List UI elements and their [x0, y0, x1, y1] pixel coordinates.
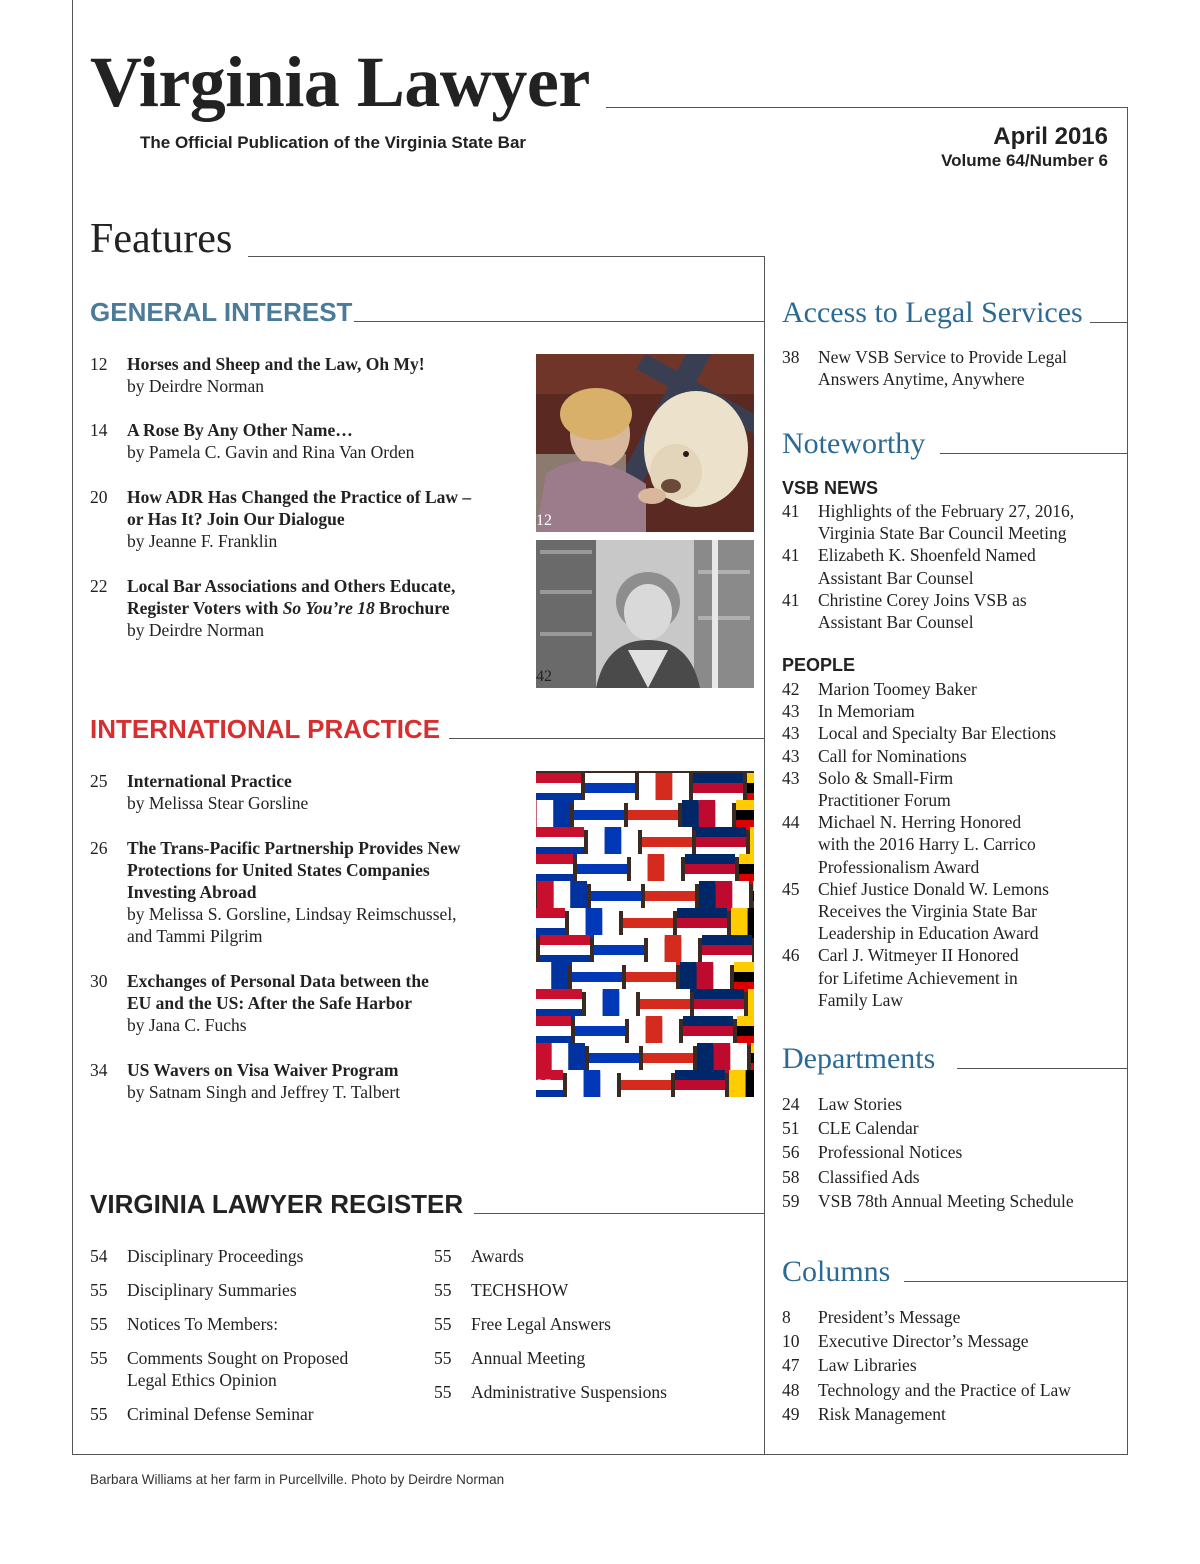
flag-shape	[536, 854, 573, 884]
flag-shape	[588, 827, 638, 857]
page-number: 46	[782, 945, 800, 966]
page-number: 44	[782, 812, 800, 833]
flag-shape	[680, 962, 730, 992]
article-title-line: EU and the US: After the Safe Harbor	[127, 993, 413, 1013]
general-interest-heading: GENERAL INTEREST	[90, 297, 353, 327]
photo-caption-12: 12	[536, 512, 552, 529]
flag-shape	[645, 881, 695, 911]
register-item[interactable]	[90, 1403, 314, 1425]
department-item[interactable]	[782, 1092, 1074, 1116]
register-title: Annual Meeting	[471, 1348, 586, 1368]
article-title-line: or Has It? Join Our Dialogue	[127, 509, 345, 529]
page-number: 55	[90, 1404, 108, 1424]
people-item[interactable]	[782, 678, 1056, 700]
sheep-photo	[536, 354, 754, 532]
frame-bottom-rule	[72, 1454, 1128, 1455]
vsb-news-item[interactable]	[782, 544, 1074, 588]
item-line: Solo & Small-Firm	[818, 767, 954, 788]
flag-shape	[729, 1070, 754, 1097]
register-title: Disciplinary Summaries	[127, 1280, 297, 1300]
item-line: Assistant Bar Counsel	[818, 567, 974, 588]
departments-list	[782, 1092, 1074, 1213]
article-26[interactable]	[90, 837, 460, 947]
item-line: for Lifetime Achievement in	[818, 967, 1018, 988]
columns-heading: Columns	[782, 1255, 891, 1288]
register-title-line: Comments Sought on Proposed	[127, 1348, 349, 1368]
article-20[interactable]	[90, 486, 471, 552]
article-22[interactable]	[90, 575, 455, 641]
masthead-title: Virginia Lawyer	[90, 42, 590, 122]
item-line: Elizabeth K. Shoenfeld Named	[818, 545, 1036, 566]
access-heading: Access to Legal Services	[782, 296, 1083, 329]
page-number: 8	[782, 1307, 791, 1327]
flag-shape	[702, 935, 752, 965]
flag-shape	[575, 1016, 625, 1046]
article-title: Horses and Sheep and the Law, Oh My!	[127, 354, 425, 374]
page-number: 41	[782, 545, 800, 566]
article-30[interactable]	[90, 970, 429, 1036]
column-item[interactable]	[782, 1402, 1071, 1426]
brochure-title: So You’re 18	[282, 598, 375, 618]
item-line: Carl J. Witmeyer II Honored	[818, 945, 1019, 966]
page-number: 54	[90, 1246, 108, 1266]
flag-shape	[536, 989, 582, 1019]
page-number: 43	[782, 745, 800, 766]
people-heading: PEOPLE	[782, 655, 856, 675]
flag-shape	[536, 800, 570, 830]
department-item[interactable]	[782, 1189, 1074, 1213]
article-25[interactable]	[90, 770, 308, 814]
page-number: 42	[782, 679, 800, 699]
flag-shape	[737, 1016, 754, 1046]
general-interest-rule	[354, 321, 765, 322]
page-number: 25	[90, 771, 108, 791]
people-list	[782, 678, 1056, 1011]
item-line: Call for Nominations	[818, 745, 967, 766]
people-item[interactable]	[782, 811, 1056, 878]
page-number: 24	[782, 1094, 800, 1114]
issue-date: April 2016	[993, 123, 1108, 150]
page-number: 55	[434, 1246, 452, 1266]
flag-shape	[639, 773, 689, 803]
noteworthy-heading: Noteworthy	[782, 427, 926, 460]
department-item[interactable]	[782, 1116, 1074, 1140]
item-line: Classified Ads	[818, 1166, 920, 1187]
article-12[interactable]	[90, 353, 425, 397]
flag-shape	[621, 1070, 671, 1097]
flags-photo	[536, 771, 754, 1097]
page-number: 58	[782, 1166, 800, 1187]
issue-info	[941, 124, 1108, 172]
page-number: 56	[782, 1142, 800, 1163]
page-number: 43	[782, 701, 800, 722]
item-line: Leadership in Education Award	[818, 923, 1039, 944]
flag-shape	[536, 1016, 571, 1046]
flag-shape	[569, 908, 619, 938]
page-number: 22	[90, 576, 108, 596]
flag-shape	[747, 773, 754, 803]
flag-shape	[589, 1043, 639, 1073]
register-heading: VIRGINIA LAWYER REGISTER	[90, 1189, 464, 1219]
item-line: Answers Anytime, Anywhere	[818, 369, 1025, 390]
item-line: Family Law	[818, 989, 904, 1010]
flag-shape	[693, 773, 743, 803]
item-line: Executive Director’s Message	[818, 1331, 1029, 1352]
flag-shape	[731, 908, 754, 938]
page-number: 34	[90, 1060, 108, 1080]
column-divider-rule	[764, 256, 765, 1455]
masthead-subtitle: The Official Publication of the Virginia State Bar	[140, 133, 527, 152]
register-title: TECHSHOW	[471, 1280, 569, 1300]
article-title-line: The Trans-Pacific Partnership Provides New	[127, 838, 461, 858]
flag-shape	[685, 854, 735, 884]
register-item[interactable]	[434, 1381, 667, 1403]
register-item[interactable]	[90, 1313, 278, 1335]
register-title: Notices To Members:	[127, 1314, 279, 1334]
page-number: 48	[782, 1379, 800, 1400]
flag-shape	[577, 854, 627, 884]
access-item[interactable]	[782, 346, 1067, 390]
flag-shape	[648, 935, 698, 965]
portrait-photo-image	[536, 540, 754, 688]
article-14[interactable]	[90, 419, 414, 463]
masthead-rule	[606, 107, 1128, 108]
article-title-line: Local Bar Associations and Others Educate,	[127, 576, 456, 596]
page-number: 14	[90, 420, 108, 440]
flag-shape	[683, 1016, 733, 1046]
register-title: Criminal Defense Seminar	[127, 1404, 314, 1424]
access-rule	[1090, 322, 1128, 323]
flag-shape	[626, 962, 676, 992]
register-title: Awards	[471, 1246, 524, 1266]
flag-shape	[748, 989, 754, 1019]
page-number: 55	[434, 1382, 452, 1402]
frame-left-rule	[72, 0, 73, 1455]
register-item[interactable]	[434, 1279, 568, 1301]
flag-shape	[536, 962, 568, 992]
flag-shape	[736, 800, 754, 830]
item-line: CLE Calendar	[818, 1118, 919, 1139]
flag-shape	[642, 827, 692, 857]
flag-shape	[643, 1043, 693, 1073]
page-number: 20	[90, 487, 108, 507]
page-number: 12	[90, 354, 108, 374]
article-byline: by Melissa S. Gorsline, Lindsay Reimschussel,	[127, 904, 457, 924]
page-number: 55	[434, 1314, 452, 1334]
item-line: Receives the Virginia State Bar	[818, 901, 1037, 922]
item-line: Michael N. Herring Honored	[818, 812, 1022, 833]
flag-shape	[574, 800, 624, 830]
page-number: 55	[434, 1280, 452, 1300]
article-byline: by Satnam Singh and Jeffrey T. Talbert	[127, 1082, 401, 1102]
flag-shape	[677, 908, 727, 938]
people-item[interactable]	[782, 745, 1056, 767]
item-line: Technology and the Practice of Law	[818, 1379, 1071, 1400]
item-line: Virginia State Bar Council Meeting	[818, 523, 1067, 544]
register-item[interactable]	[90, 1279, 297, 1301]
page-number: 26	[90, 838, 108, 858]
page-number: 41	[782, 589, 800, 610]
flag-shape	[567, 1070, 617, 1097]
international-practice-rule	[449, 738, 765, 739]
noteworthy-rule	[940, 453, 1128, 454]
page-number: 55	[90, 1314, 108, 1334]
columns-rule	[904, 1281, 1128, 1282]
department-item[interactable]	[782, 1140, 1074, 1164]
article-title-line: Protections for United States Companies	[127, 860, 430, 880]
column-item[interactable]	[782, 1305, 1071, 1329]
flag-shape	[631, 854, 681, 884]
register-item[interactable]	[90, 1347, 348, 1391]
people-item[interactable]	[782, 700, 1056, 722]
item-line: Professional Notices	[818, 1142, 963, 1163]
flag-shape	[751, 1043, 754, 1073]
page-number: 10	[782, 1331, 800, 1352]
flag-shape	[540, 935, 590, 965]
flag-shape	[536, 773, 581, 803]
page-number: 55	[434, 1348, 452, 1368]
sheep-photo-image	[536, 354, 754, 532]
flags-photo-image	[536, 771, 754, 1097]
vsb-news-heading: VSB NEWS	[782, 478, 879, 498]
flag-shape	[682, 800, 732, 830]
flag-shape	[591, 881, 641, 911]
register-title-line: Legal Ethics Opinion	[127, 1370, 277, 1390]
article-title: International Practice	[127, 771, 292, 791]
features-heading: Features	[90, 216, 233, 262]
frame-right-rule	[1127, 107, 1128, 1455]
flag-shape	[697, 1043, 747, 1073]
item-line: Local and Specialty Bar Elections	[818, 723, 1057, 744]
flag-shape	[585, 773, 635, 803]
item-line: Assistant Bar Counsel	[818, 612, 974, 633]
access-list	[782, 346, 1067, 390]
article-byline: by Melissa Stear Gorsline	[127, 793, 309, 813]
item-line: Practitioner Forum	[818, 790, 951, 811]
departments-rule	[957, 1068, 1128, 1069]
people-item[interactable]	[782, 722, 1056, 744]
flag-shape	[536, 908, 565, 938]
page-number: 45	[782, 878, 800, 899]
flag-shape	[572, 962, 622, 992]
flag-shape	[594, 935, 644, 965]
flag-shape	[694, 989, 744, 1019]
page-number: 51	[782, 1118, 800, 1139]
page-number: 43	[782, 723, 800, 744]
people-item[interactable]	[782, 767, 1056, 811]
flag-shape	[753, 881, 754, 911]
article-byline: by Pamela C. Gavin and Rina Van Orden	[127, 442, 415, 462]
photo-credit: Barbara Williams at her farm in Purcellville. Photo by Deirdre Norman	[90, 1472, 505, 1487]
article-byline: by Deirdre Norman	[127, 376, 265, 396]
register-item[interactable]	[90, 1245, 303, 1267]
page-number: 30	[90, 971, 108, 991]
columns-list	[782, 1305, 1071, 1426]
item-line: Law Libraries	[818, 1355, 917, 1376]
article-title-line: How ADR Has Changed the Practice of Law –	[127, 487, 472, 507]
item-line: Risk Management	[818, 1403, 946, 1424]
flag-shape	[699, 881, 749, 911]
page-number: 38	[782, 347, 800, 367]
page-number: 55	[90, 1280, 108, 1300]
article-byline: by Deirdre Norman	[127, 620, 265, 640]
item-line: Marion Toomey Baker	[818, 679, 977, 699]
article-title: US Wavers on Visa Waiver Program	[127, 1060, 399, 1080]
column-item[interactable]	[782, 1378, 1071, 1402]
issue-volume: Volume 64/Number 6	[941, 151, 1108, 171]
flag-shape	[586, 989, 636, 1019]
register-item[interactable]	[434, 1313, 611, 1335]
article-34[interactable]	[90, 1059, 400, 1103]
column-item[interactable]	[782, 1353, 1071, 1377]
page-number: 49	[782, 1403, 800, 1424]
register-title: Administrative Suspensions	[471, 1382, 667, 1402]
flag-shape	[629, 1016, 679, 1046]
register-title: Free Legal Answers	[471, 1314, 611, 1334]
people-item[interactable]	[782, 944, 1056, 1011]
international-practice-heading: INTERNATIONAL PRACTICE	[90, 714, 441, 744]
department-item[interactable]	[782, 1165, 1074, 1189]
page-number: 43	[782, 767, 800, 788]
item-line: Christine Corey Joins VSB as	[818, 589, 1027, 610]
departments-heading: Departments	[782, 1042, 936, 1075]
register-title: Disciplinary Proceedings	[127, 1246, 304, 1266]
flag-shape	[750, 827, 754, 857]
photo-caption-42: 42	[536, 668, 552, 685]
flag-shape	[696, 827, 746, 857]
item-line: Highlights of the February 27, 2016,	[818, 501, 1075, 521]
page-number: 47	[782, 1355, 800, 1376]
flag-shape	[640, 989, 690, 1019]
flag-shape	[739, 854, 754, 884]
vsb-news-list	[782, 500, 1074, 633]
page-number: 41	[782, 501, 800, 521]
item-line: President’s Message	[818, 1307, 961, 1327]
item-line: VSB 78th Annual Meeting Schedule	[818, 1190, 1074, 1211]
page-number: 55	[90, 1348, 108, 1368]
portrait-photo	[536, 540, 754, 688]
item-line: Professionalism Award	[818, 856, 980, 877]
flag-shape	[628, 800, 678, 830]
item-line: Chief Justice Donald W. Lemons	[818, 878, 1049, 899]
column-item[interactable]	[782, 1329, 1071, 1353]
vsb-news-item[interactable]	[782, 500, 1074, 544]
page-number: 59	[782, 1190, 800, 1211]
article-byline: by Jeanne F. Franklin	[127, 531, 278, 551]
flag-shape	[734, 962, 754, 992]
register-rule	[474, 1213, 765, 1214]
vsb-news-item[interactable]	[782, 589, 1074, 633]
article-title-line: Investing Abroad	[127, 882, 257, 902]
register-item[interactable]	[434, 1245, 524, 1267]
flag-shape	[536, 827, 584, 857]
item-line: with the 2016 Harry L. Carrico	[818, 834, 1036, 855]
register-item[interactable]	[434, 1347, 585, 1369]
flag-shape	[537, 881, 587, 911]
flag-shape	[623, 908, 673, 938]
article-title: A Rose By Any Other Name…	[127, 420, 353, 440]
article-title-line: Register Voters with So You’re 18 Brochure	[127, 598, 450, 618]
article-byline: and Tammi Pilgrim	[127, 926, 263, 946]
flag-shape	[536, 1043, 585, 1073]
people-item[interactable]	[782, 878, 1056, 945]
item-line: New VSB Service to Provide Legal	[818, 347, 1068, 367]
item-line: In Memoriam	[818, 701, 915, 722]
features-rule	[248, 256, 765, 257]
article-title-line: Exchanges of Personal Data between the	[127, 971, 429, 991]
photo-caption-25: 25	[536, 1077, 552, 1094]
article-byline: by Jana C. Fuchs	[127, 1015, 247, 1035]
flag-shape	[675, 1070, 725, 1097]
item-line: Law Stories	[818, 1094, 903, 1114]
